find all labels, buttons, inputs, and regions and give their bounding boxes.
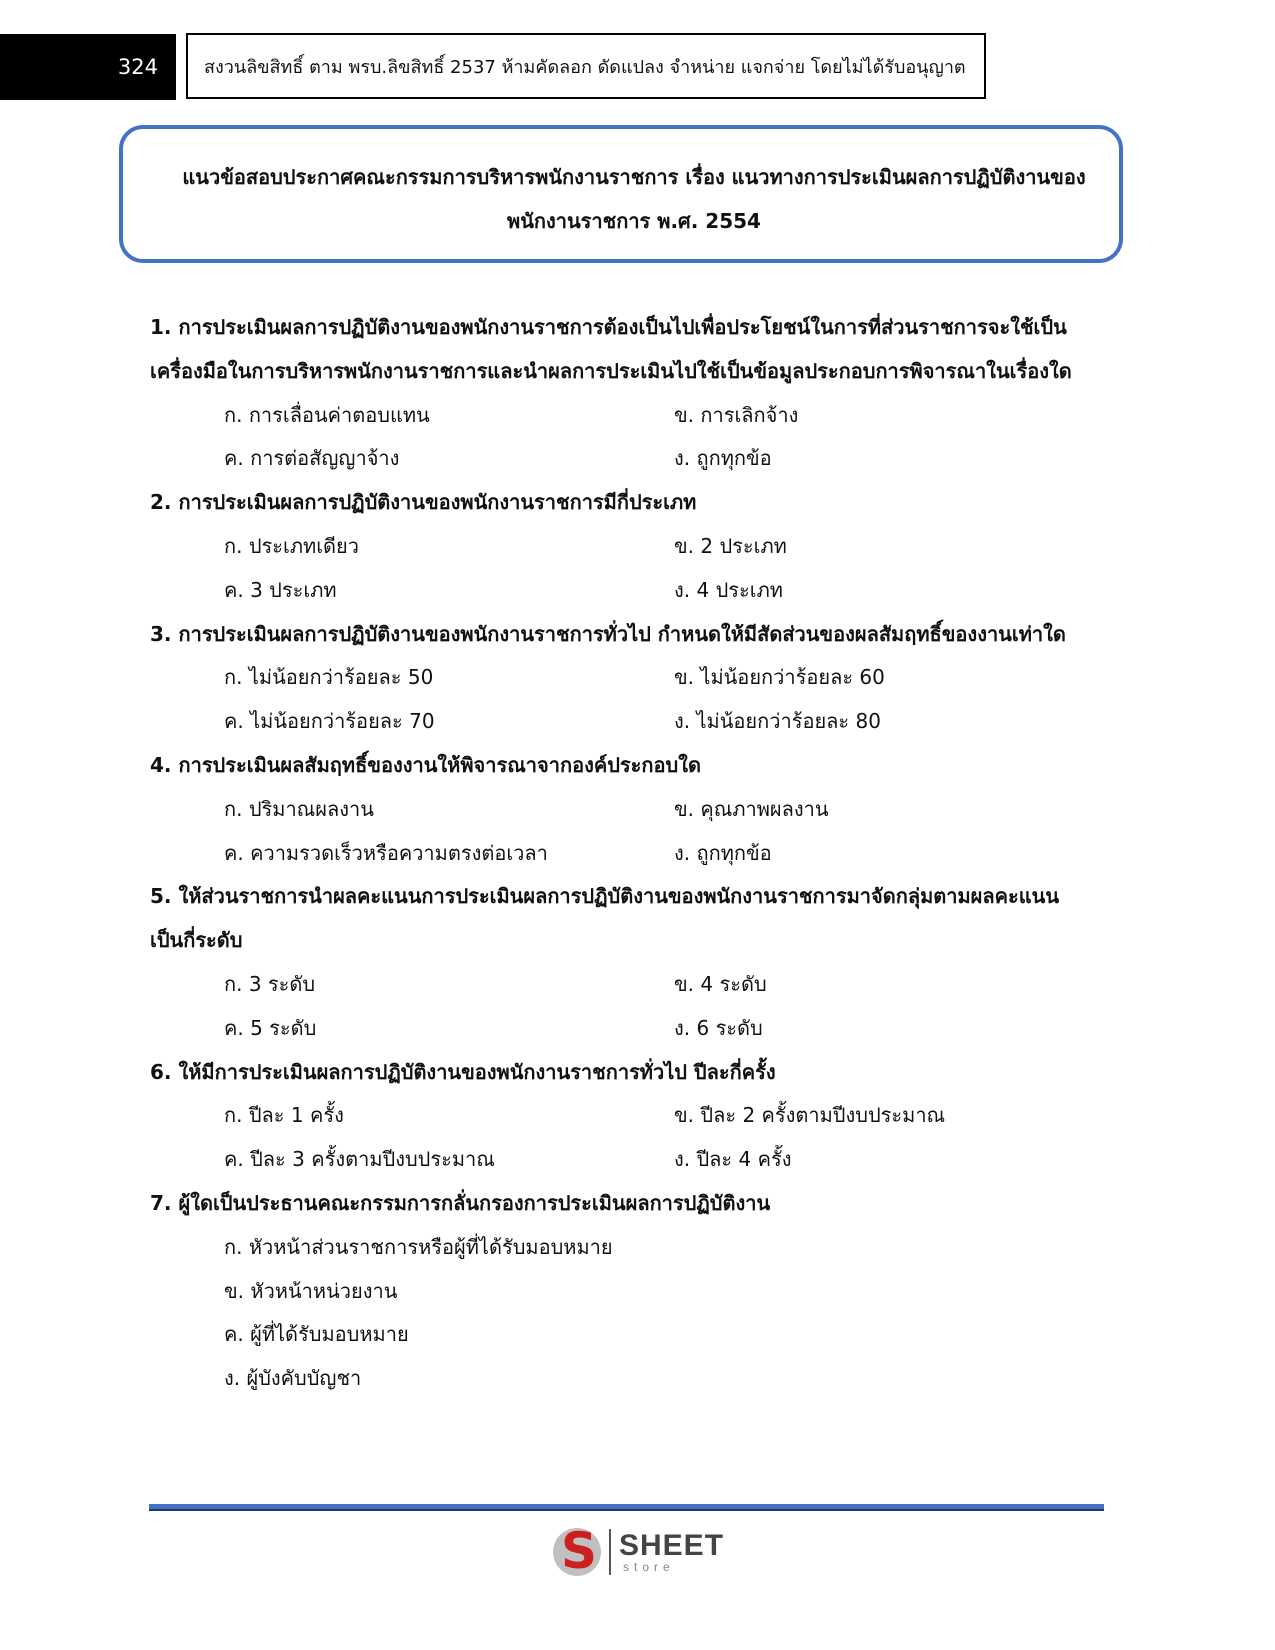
question-3: [150, 613, 1150, 744]
copyright-notice: [186, 33, 986, 99]
option-row: [150, 832, 1150, 876]
option-b: ข. 2 ประเภท: [674, 533, 787, 558]
copyright-text: สงวนลิขสิทธิ์ ตาม พรบ.ลิขสิทธิ์ 2537 ห้ามคัดลอก ดัดแปลง จำหน่าย แจกจ่าย โดยไม่ได้รับอนุญาต: [204, 56, 966, 78]
option-b: ข. หัวหน้าหน่วยงาน: [224, 1278, 398, 1303]
question-text: 2. การประเมินผลการปฏิบัติงานของพนักงานราชการมีกี่ประเภท: [150, 490, 697, 515]
question-7: [150, 1182, 1150, 1401]
option-d: ง. 6 ระดับ: [674, 1015, 763, 1040]
option-row: [150, 656, 1150, 700]
question-1: [150, 306, 1150, 481]
option-b: ข. การเลิกจ้าง: [674, 402, 799, 427]
option-row: [150, 394, 1150, 438]
option-b: ข. คุณภาพผลงาน: [674, 796, 829, 821]
option-a: ก. 3 ระดับ: [224, 971, 316, 996]
question-list: [150, 306, 1150, 1401]
option-b: ข. 4 ระดับ: [674, 971, 767, 996]
option-row: [150, 788, 1150, 832]
option-a: ก. ไม่น้อยกว่าร้อยละ 50: [224, 665, 434, 690]
logo-text: [619, 1531, 724, 1573]
option-row: [150, 700, 1150, 744]
option-d: ง. ผู้บังคับบัญชา: [224, 1366, 362, 1391]
document-title: [119, 125, 1123, 263]
logo-divider: [609, 1529, 611, 1575]
sheet-store-logo: [553, 1524, 724, 1580]
option-c: ค. การต่อสัญญาจ้าง: [224, 446, 400, 471]
option-d: ง. 4 ประเภท: [674, 577, 783, 602]
option-d: ง. ไม่น้อยกว่าร้อยละ 80: [674, 709, 881, 734]
option-d: ง. ถูกทุกข้อ: [674, 446, 772, 471]
option-a: ก. ปีละ 1 ครั้ง: [224, 1103, 344, 1128]
question-text: 6. ให้มีการประเมินผลการปฏิบัติงานของพนักงานราชการทั่วไป ปีละกี่ครั้ง: [150, 1059, 776, 1084]
option-c: ค. ปีละ 3 ครั้งตามปีงบประมาณ: [224, 1147, 495, 1172]
question-text: 5. ให้ส่วนราชการนำผลคะแนนการประเมินผลการปฏิบัติงานของพนักงานราชการมาจัดกลุ่มตามผลคะแนน: [150, 884, 1059, 909]
option-c: ค. ผู้ที่ได้รับมอบหมาย: [224, 1322, 409, 1347]
question-5: [150, 875, 1150, 1050]
question-6: [150, 1051, 1150, 1182]
page-number: 324: [0, 34, 176, 100]
option-b: ข. ปีละ 2 ครั้งตามปีงบประมาณ: [674, 1103, 946, 1128]
question-2: [150, 481, 1150, 612]
logo-word: SHEET: [619, 1529, 725, 1562]
title-line-2: พนักงานราชการ พ.ศ. 2554: [507, 209, 761, 233]
question-text: 3. การประเมินผลการปฏิบัติงานของพนักงานราชการทั่วไป กำหนดให้มีสัดส่วนของผลสัมฤทธิ์ของงานเท่าใด: [150, 621, 1066, 646]
option-d: ง. ปีละ 4 ครั้ง: [674, 1147, 792, 1172]
question-text: เป็นกี่ระดับ: [150, 928, 243, 953]
option-a: ก. ประเภทเดียว: [224, 533, 359, 558]
question-text: 1. การประเมินผลการปฏิบัติงานของพนักงานราชการต้องเป็นไปเพื่อประโยชน์ในการที่ส่วนราชการจะใช้เป็น: [150, 315, 1067, 339]
option-c: ค. 5 ระดับ: [224, 1015, 317, 1040]
question-text: 7. ผู้ใดเป็นประธานคณะกรรมการกลั่นกรองการประเมินผลการปฏิบัติงาน: [150, 1190, 771, 1215]
option-row: [150, 1138, 1150, 1182]
option-row: [150, 437, 1150, 481]
option-c: ค. 3 ประเภท: [224, 577, 337, 602]
option-row: [150, 1094, 1150, 1138]
option-a: ก. การเลื่อนค่าตอบแทน: [224, 402, 430, 427]
title-line-1: แนวข้อสอบประกาศคณะกรรมการบริหารพนักงานราชการ เรื่อง แนวทางการประเมินผลการปฏิบัติงานของ: [182, 165, 1086, 189]
sheet-store-logo-icon: [553, 1528, 601, 1576]
option-row: [150, 1007, 1150, 1051]
option-row: [150, 963, 1150, 1007]
option-d: ง. ถูกทุกข้อ: [674, 840, 772, 865]
option-b: ข. ไม่น้อยกว่าร้อยละ 60: [674, 665, 885, 690]
question-text: เครื่องมือในการบริหารพนักงานราชการและนำผลการประเมินไปใช้เป็นข้อมูลประกอบการพิจารณาในเรื่องใด: [150, 358, 1072, 383]
option-a: ก. หัวหน้าส่วนราชการหรือผู้ที่ได้รับมอบหมาย: [224, 1234, 613, 1259]
option-c: ค. ไม่น้อยกว่าร้อยละ 70: [224, 709, 435, 734]
option-c: ค. ความรวดเร็วหรือความตรงต่อเวลา: [224, 840, 548, 865]
option-row: [150, 569, 1150, 613]
option-row: [150, 525, 1150, 569]
option-a: ก. ปริมาณผลงาน: [224, 796, 374, 821]
question-4: [150, 744, 1150, 875]
footer-rule: [149, 1504, 1104, 1511]
question-text: 4. การประเมินผลสัมฤทธิ์ของงานให้พิจารณาจากองค์ประกอบใด: [150, 752, 701, 777]
logo-subtext: store: [623, 1560, 675, 1574]
